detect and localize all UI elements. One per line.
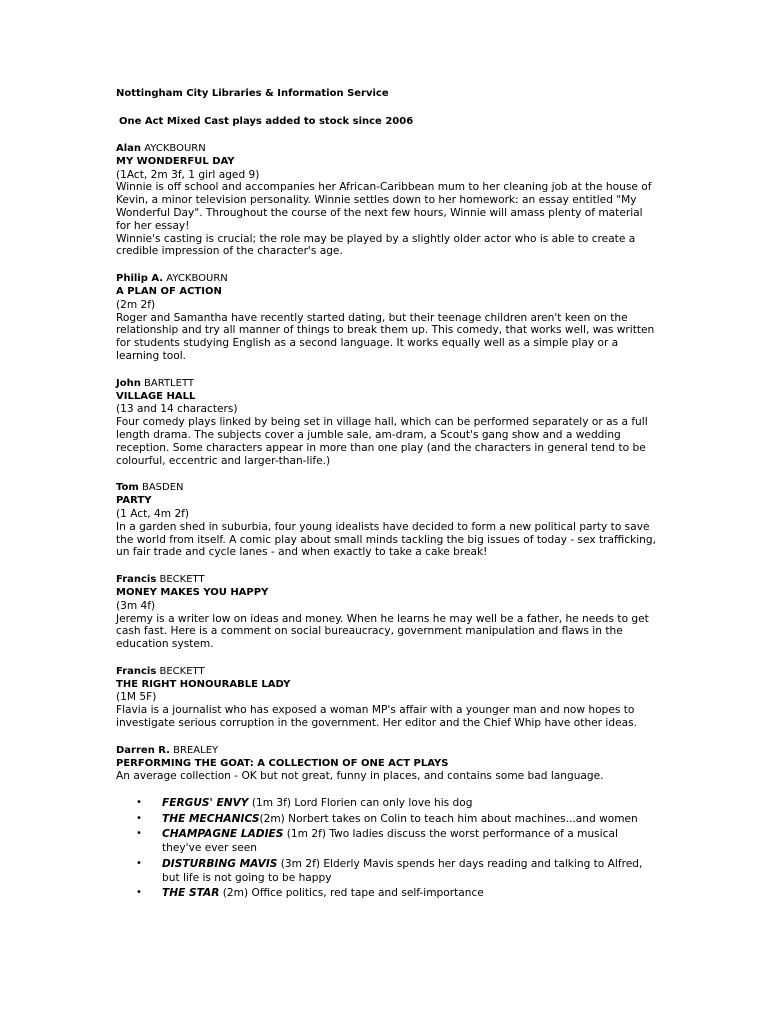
list-item <box>136 857 656 885</box>
entry-author <box>116 482 656 495</box>
play-title: THE STAR <box>162 887 220 900</box>
list-item <box>136 886 656 900</box>
author-first-name: Tom <box>116 482 139 494</box>
author-first-name: Philip A. <box>116 273 164 285</box>
author-last-name: BARTLETT <box>144 377 194 389</box>
description-paragraph: Four comedy plays linked by being set in village hall, which can be performed separately or as a full length drama. The subjects cover a jumble sale, am-dram, a Scout's gang show and a wedding reception. Some characters appear in more than one play (and the characters in general tend to be colourful, eccentric and larger-than-life.) <box>116 416 648 467</box>
entry-title: PARTY <box>116 495 152 507</box>
entry-title: THE RIGHT HONOURABLE LADY <box>116 678 291 690</box>
entry-cast: (3m 4f) <box>116 599 156 612</box>
author-last-name: AYCKBOURN <box>144 143 206 154</box>
play-description: (1m 2f) Two ladies discuss the worst performance of a musical they've ever seen <box>162 828 618 855</box>
entry-author <box>116 143 656 156</box>
entry-ayckbourn-philip <box>116 273 656 363</box>
author-first-name: Alan <box>116 143 142 154</box>
entry-author <box>116 273 656 286</box>
play-title: DISTURBING MAVIS <box>162 857 278 870</box>
author-last-name: AYCKBOURN <box>166 273 228 285</box>
description-paragraph: Roger and Samantha have recently started dating, but their teenage children aren't keen on the relationship and try all manner of things to break them up. This comedy, that works well, was written for students studying English as a second language. It works equally well as a simple play or a learning tool. <box>116 311 655 362</box>
author-last-name: BECKETT <box>159 574 205 586</box>
description-paragraph: Winnie is off school and accompanies her African-Caribbean mum to her cleaning job at the house of Kevin, a minor television personality. Winnie settles down to her homework: an essay entitled "My Wonderful Day". Throughout the course of the next few hours, Winnie will amass plenty of material for her essay! <box>116 181 652 232</box>
description-paragraph: Flavia is a journalist who has exposed a woman MP's affair with a younger man and now hopes to investigate serious corruption in the government. Her editor and the Chief Whip have other ideas. <box>116 704 637 730</box>
bullet-icon: • <box>136 887 142 899</box>
entry-description <box>116 704 656 730</box>
list-item <box>136 796 656 810</box>
play-title: THE MECHANICS <box>162 812 260 825</box>
list-item <box>136 827 656 855</box>
entry-title: A PLAN OF ACTION <box>116 285 222 297</box>
entry-author <box>116 378 656 391</box>
entry-title: VILLAGE HALL <box>116 390 196 402</box>
entry-cast: (2m 2f) <box>116 298 156 311</box>
entry-author <box>116 574 656 587</box>
entry-cast: (1 Act, 4m 2f) <box>116 507 190 520</box>
author-last-name: BECKETT <box>159 665 205 677</box>
author-first-name: Francis <box>116 665 157 677</box>
play-description: (2m) Office politics, red tape and self-importance <box>219 887 484 900</box>
document-page <box>116 87 656 902</box>
entry-author <box>116 745 656 758</box>
entry-title: PERFORMING THE GOAT: A COLLECTION OF ONE ACT PLAYS <box>116 757 449 769</box>
play-title: FERGUS' ENVY <box>162 797 249 810</box>
entry-author <box>116 666 656 679</box>
entry-title: MY WONDERFUL DAY <box>116 155 235 167</box>
entry-title: MONEY MAKES YOU HAPPY <box>116 586 269 598</box>
entry-beckett-lady <box>116 666 656 730</box>
organisation-name: Nottingham City Libraries & Information Service <box>116 88 389 99</box>
author-first-name: Darren R. <box>116 744 170 756</box>
author-last-name: BASDEN <box>141 482 184 494</box>
play-title: CHAMPAGNE LADIES <box>162 828 284 841</box>
author-last-name: BREALEY <box>173 744 219 756</box>
page-heading: One Act Mixed Cast plays added to stock since 2006 <box>119 116 414 127</box>
entry-description <box>116 312 656 363</box>
entry-brealey <box>116 745 656 783</box>
bullet-icon: • <box>136 797 142 809</box>
play-description: (1m 3f) Lord Florien can only love his dog <box>248 797 473 810</box>
description-paragraph: Winnie's casting is crucial; the role may be played by a slightly older actor who is able to create a credible impression of the character's age. <box>116 232 636 258</box>
entry-bartlett <box>116 378 656 468</box>
play-description: (2m) Norbert takes on Colin to teach him about machines...and women <box>259 812 638 825</box>
description-paragraph: In a garden shed in suburbia, four young idealists have decided to form a new political party to save the world from itself. A comic play about small minds tackling the big issues of today - sex trafficking, un fair trade and cycle lanes - and when exactly to take a cake break! <box>116 520 656 559</box>
entry-cast: (1M 5F) <box>116 691 157 704</box>
author-first-name: John <box>116 377 141 389</box>
bullet-icon: • <box>136 857 142 869</box>
entry-list <box>116 143 656 783</box>
entry-description <box>116 181 656 258</box>
description-paragraph: Jeremy is a writer low on ideas and money. When he learns he may well be a father, he needs to get cash fast. Here is a comment on social bureaucracy, government manipulation and flaws in the education system. <box>116 612 649 651</box>
entry-description <box>116 521 656 559</box>
entry-description <box>116 416 656 467</box>
entry-beckett-money <box>116 574 656 651</box>
list-item <box>136 812 656 826</box>
bullet-icon: • <box>136 828 142 840</box>
collection-play-list <box>116 796 656 900</box>
bullet-icon: • <box>136 812 142 824</box>
play-description: (3m 2f) Elderly Mavis spends her days reading and talking to Alfred, but life is not going to be happy <box>162 857 643 884</box>
entry-description <box>116 613 656 651</box>
entry-description <box>116 770 656 783</box>
entry-basden <box>116 482 656 559</box>
entry-cast: (1Act, 2m 3f, 1 girl aged 9) <box>116 168 260 181</box>
entry-cast: (13 and 14 characters) <box>116 403 238 416</box>
description-paragraph: An average collection - OK but not great, funny in places, and contains some bad language. <box>116 770 604 783</box>
entry-ayckbourn-alan <box>116 143 656 258</box>
author-first-name: Francis <box>116 574 157 586</box>
